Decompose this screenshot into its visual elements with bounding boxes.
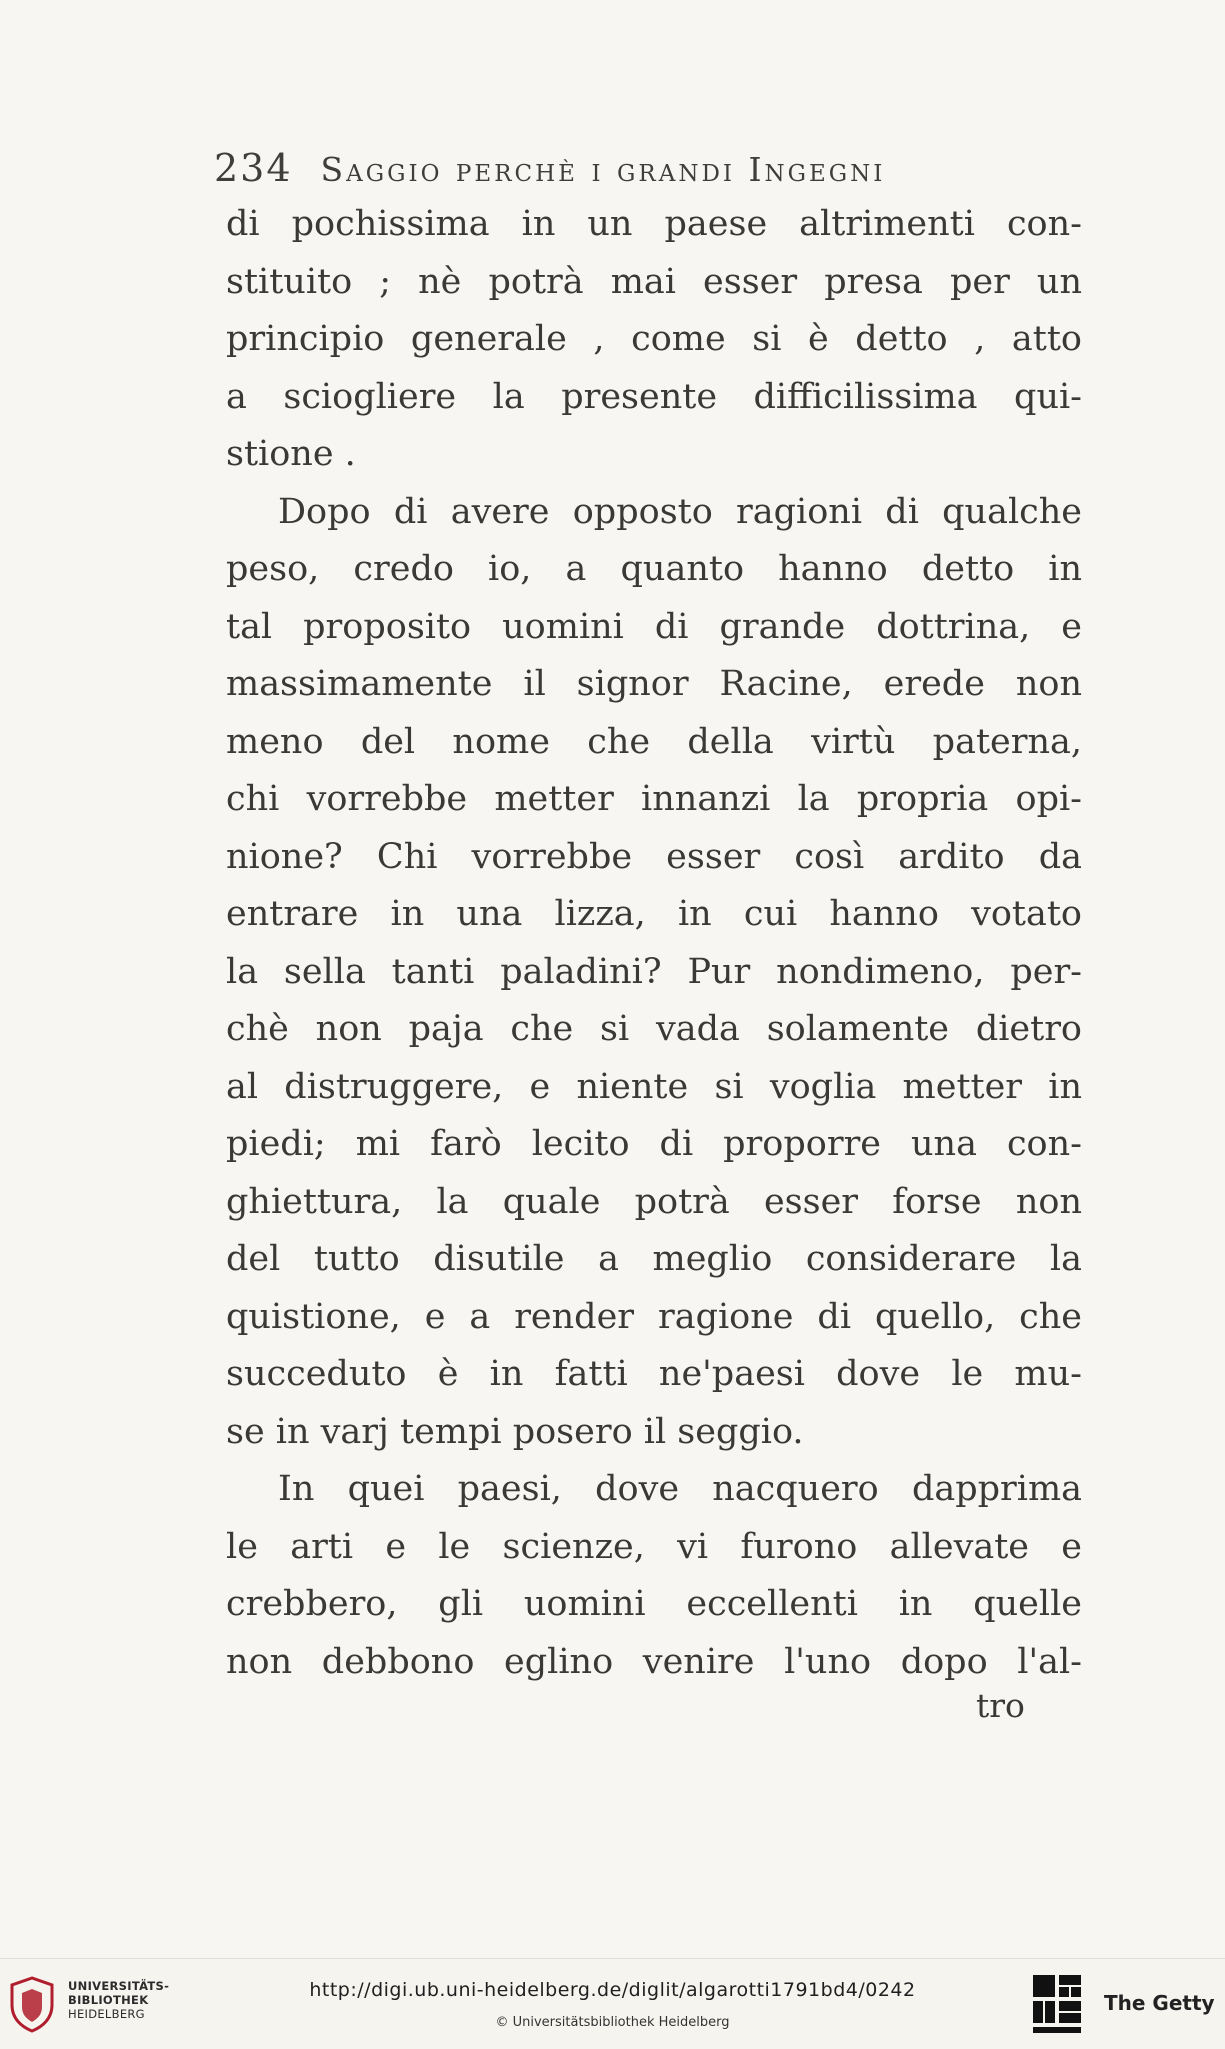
text-line: meno del nome che della virtù paterna, — [226, 721, 1082, 762]
text-line: peso, credo io, a quanto hanno detto in — [226, 549, 1082, 589]
text-line: Dopo di avere opposto ragioni di qualche — [278, 491, 1082, 532]
text-line: quistione, e a render ragione di quello, che — [226, 1296, 1082, 1337]
text-line: In quei paesi, dove nacquero dapprima — [278, 1469, 1082, 1509]
text-line: principio generale , come si è detto , atto — [226, 319, 1082, 359]
running-title: Saggio perchè i grandi Ingegni — [320, 150, 886, 189]
running-header — [214, 146, 1094, 190]
text-line: massimamente il signor Racine, erede non — [226, 664, 1082, 704]
body-text — [226, 196, 1082, 1691]
text-line: succeduto è in fatti ne'paesi dove le mu- — [226, 1354, 1082, 1394]
permalink-url[interactable]: http://digi.ub.uni-heidelberg.de/diglit/algarotti1791bd4/0242 — [309, 1979, 916, 2001]
text-line: del tutto disutile a meglio considerare la — [226, 1239, 1082, 1279]
text-line: ghiettura, la quale potrà esser forse non — [226, 1181, 1082, 1222]
viewer-footer — [0, 1958, 1225, 2049]
text-line: stituito ; nè potrà mai esser presa per un — [226, 261, 1082, 302]
text-line: stione . — [226, 434, 356, 474]
text-line: se in varj tempi posero il seggio. — [226, 1411, 804, 1452]
getty-logo-icon — [1031, 1973, 1083, 2037]
text-line: al distruggere, e niente si voglia metter in — [226, 1066, 1082, 1107]
text-line: tal proposito uomini di grande dottrina, e — [226, 606, 1082, 647]
copyright-notice: © Universitätsbibliothek Heidelberg — [495, 2015, 730, 2030]
text-line: chi vorrebbe metter innanzi la propria opi- — [226, 779, 1082, 819]
text-line: crebbero, gli uomini eccellenti in quelle — [226, 1584, 1082, 1624]
text-line: chè non paja che si vada solamente dietro — [226, 1009, 1082, 1049]
text-line: entrare in una lizza, in cui hanno votato — [226, 894, 1082, 934]
text-line: la sella tanti paladini? Pur nondimeno, per- — [226, 951, 1082, 992]
text-line: piedi; mi farò lecito di proporre una con- — [226, 1124, 1082, 1164]
library-name: UNIVERSITÄTS- BIBLIOTHEK HEIDELBERG — [68, 1979, 170, 2021]
text-line: non debbono eglino venire l'uno dopo l'al- — [226, 1641, 1082, 1682]
text-line: a sciogliere la presente difficilissima qui- — [226, 376, 1082, 417]
text-line: le arti e le scienze, vi furono allevate e — [226, 1526, 1082, 1567]
text-line: di pochissima in un paese altrimenti con- — [226, 204, 1082, 244]
text-line: nione? Chi vorrebbe esser così ardito da — [226, 836, 1082, 877]
catchword: tro — [976, 1686, 1025, 1725]
page-number: 234 — [214, 146, 293, 190]
partner-name: The Getty — [1104, 1991, 1215, 2015]
